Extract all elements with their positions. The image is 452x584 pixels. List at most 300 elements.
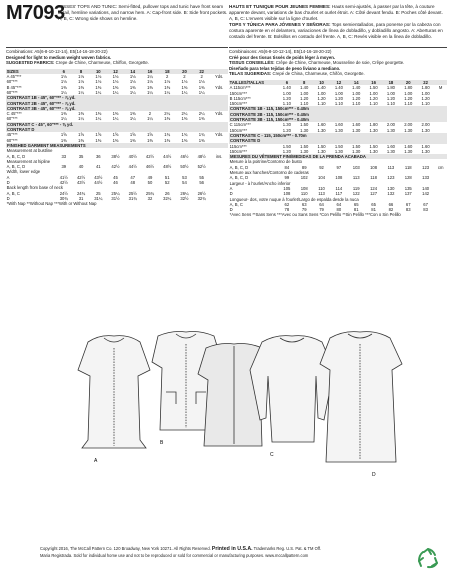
view-c-label: C (270, 452, 274, 458)
fabrics-list-es: Crepé de China, Charmeuse, Chifón, Georgette. (272, 71, 365, 77)
table-cell: 83 (423, 207, 428, 213)
table-cell: 1.20 (369, 95, 378, 101)
table-cell: 24¾ (76, 190, 86, 196)
table-cell: 1⅝ (112, 132, 119, 138)
table-cell: 30¾ (59, 195, 68, 201)
bust-title-text: Mesure à la poitrine/Contorno de busto (229, 159, 302, 165)
table-cell: 2.00 (421, 122, 430, 128)
table-cell: 1⅛ (60, 79, 67, 85)
table-cell: 1.60 (421, 143, 430, 149)
table-cell: 140 (422, 185, 430, 191)
table-cell: 51 (164, 174, 170, 180)
fabrics-list: Crepe de Chine, Charmeuse, Chiffon, Georgette. (55, 60, 149, 66)
table-cell: 83 (405, 207, 411, 213)
garment-sketches (0, 330, 452, 530)
table-cell: 1.30 (421, 127, 430, 133)
table-cell: 2¼ (198, 111, 205, 117)
table-cell: 142 (422, 191, 430, 197)
contrast-3b-text: CONTRASTE 3B - 115, 150cm*** - 0.40m (229, 117, 447, 122)
table-cell: 1¼ (164, 89, 171, 95)
table-cell: 42½ (59, 180, 68, 186)
view-d-label: D (372, 472, 376, 478)
table-cell: 1¼ (198, 89, 205, 95)
row-label: D (6, 180, 10, 186)
table-cell: 42½ (76, 174, 86, 180)
table-cell: 1.40 (300, 85, 309, 91)
table-cell: 2 (200, 74, 203, 80)
table-cell: 79 (301, 207, 307, 213)
size-cell: 20 (400, 80, 417, 85)
table-cell: 50 (147, 180, 153, 186)
width-title-text: Largeur - à l'ourlet/Ancho inferior (229, 180, 291, 186)
table-cell: 31¼ (94, 195, 103, 201)
table-cell: 2 (148, 111, 152, 117)
intro-french-spanish (229, 4, 445, 41)
table-cell: 1.30 (334, 127, 343, 133)
table-cell: 110 (318, 185, 325, 191)
table-cell: 1.30 (317, 127, 326, 133)
row-label: 150cm*** (229, 127, 248, 133)
contrast-2b-text: CONTRASTE 2B - 115, 150cm*** - 0.40m (229, 112, 447, 117)
table-cell: 113 (352, 175, 360, 181)
table-cell: 32¾ (197, 195, 206, 201)
table-cell: 1⅜ (60, 137, 67, 143)
size-cell: 22 (193, 69, 210, 74)
intro-french-text: Hauts semi-ajustés, à passer par la tête, à couture apparente devant, variations de bas d'ourlet et ourlet étroit. A: Côté devant fendu. B: Poches côté devant. A, B, C: L'envers visible sur la ligne d'ourlet. (229, 4, 443, 22)
table-cell: 67 (423, 201, 428, 207)
nap-note-text: *With Nap **Without Nap ***With or Without Nap (6, 201, 97, 207)
row-label: B 115cm*** (229, 95, 251, 101)
sizes-label: SIZES (6, 69, 55, 74)
table-cell: 1⅜ (181, 84, 188, 90)
table-cell: 1⅛ (60, 74, 67, 80)
table-cell: 82 (388, 207, 394, 213)
table-cell: 1⅝ (147, 132, 153, 138)
view-a-sketch (78, 336, 150, 448)
finished-title-text: FINISHED GARMENT MEASUREMENTS (6, 143, 228, 148)
table-cell: 1.40 (282, 85, 291, 91)
table-cell: 97 (336, 164, 342, 170)
table-cell: 44½ (128, 164, 137, 170)
size-cell: 14 (124, 69, 141, 74)
table-cell: 1⅜ (112, 111, 119, 117)
table-cell: 62 (284, 201, 290, 207)
row-label: 60"*** (6, 89, 18, 95)
table-cell: 1⅜ (78, 111, 84, 117)
table-cell: 26½ (197, 190, 206, 196)
table-cell: 1.30 (317, 148, 326, 154)
table-cell: 135 (404, 185, 412, 191)
table-cell: 2 (183, 74, 186, 80)
table-cell: 1⅝ (60, 132, 67, 138)
table-cell: 1⅛ (181, 79, 188, 85)
table-cell: 1.40 (334, 85, 343, 91)
combinations: Combinations: A5(6-8-10-12-14), E5(14-16-18-20-22) (6, 49, 108, 54)
table-cell: 31 (78, 195, 84, 201)
table-cell: 1⅛ (164, 79, 171, 85)
table-cell: 1.60 (386, 143, 395, 149)
table-cell: 1⅛ (78, 74, 84, 80)
table-cell: 1.10 (404, 101, 413, 107)
unit-cell: ins. (215, 153, 223, 159)
table-cell: 1.20 (282, 127, 291, 133)
table-cell: 1.20 (421, 95, 430, 101)
table-cell: 1¼ (129, 89, 136, 95)
row-label: A, B, C (6, 190, 20, 196)
table-cell: 63 (301, 201, 307, 207)
table-cell: 1.10 (334, 101, 343, 107)
table-cell: 40 (78, 164, 84, 170)
table-cell: 1.30 (352, 148, 361, 154)
table-cell: 1.30 (300, 127, 309, 133)
back-title-text: Longueur- dos, votre nuque à l'ourlet/Largo de espalda desde la nuca (229, 196, 359, 202)
row-label: 60"*** (6, 79, 18, 85)
table-cell: 56 (199, 180, 205, 186)
contrast-1b-text: CONTRAST 1B - 45", 60"*** - ⅞ yd. (6, 95, 228, 100)
table-cell: 108 (300, 185, 308, 191)
table-cell: 31¾ (128, 195, 137, 201)
table-cell: 1⅜ (112, 84, 119, 90)
table-cell: 43½ (76, 180, 86, 186)
table-cell: 47 (130, 174, 136, 180)
width-title-text: Width, lower edge (6, 169, 41, 175)
table-cell: 1.50 (352, 143, 361, 149)
fabrics-title: SUGGESTED FABRICS: (6, 60, 55, 66)
row-label: 150cm*** (229, 148, 248, 154)
table-cell: 64 (336, 201, 342, 207)
copyright: Copyright 2016, The McCall Pattern Co. 120 Broadway, New York 10271. All Rights Reserved. (40, 546, 211, 551)
table-cell: 1.10 (369, 101, 378, 107)
yardage-table-metric (229, 80, 447, 218)
sizes-label: TAILLES/TALLAS (229, 80, 278, 85)
table-cell: 108 (335, 175, 343, 181)
table-cell: 1⅜ (95, 137, 102, 143)
table-cell: 122 (352, 191, 360, 197)
row-label: D (6, 195, 10, 201)
table-cell: 84 (284, 164, 290, 170)
table-cell: 1¾ (198, 132, 205, 138)
table-cell: 1.00 (334, 90, 343, 96)
table-cell: 1.30 (300, 148, 309, 154)
designed-for-es: Diseñado para telas tejidas de peso liviano a mediano. (229, 65, 341, 71)
table-cell: 1¼ (95, 89, 102, 95)
table-cell: 1.30 (369, 148, 378, 154)
table-cell: 46½ (145, 164, 155, 170)
fabrics-list-fr: Crêpe de Chine, Charmeuse, Mousseline de soie, Crêpe georgette. (275, 60, 405, 66)
left-column (6, 46, 228, 207)
table-cell: 1¼ (78, 116, 84, 122)
table-cell: 1⅜ (60, 84, 67, 90)
size-cell: 14 (348, 80, 365, 85)
printed-in: Printed in U.S.A. (211, 546, 253, 552)
table-cell: 1¼ (147, 74, 153, 80)
table-cell: 1⅜ (164, 116, 171, 122)
table-cell: 26 (164, 190, 170, 196)
table-cell: 1.60 (352, 122, 361, 128)
row-label: A (229, 185, 233, 191)
table-cell: 81 (371, 207, 376, 213)
table-cell: 1¾ (181, 132, 188, 138)
table-cell: 81 (353, 207, 359, 213)
designed-for-fr: Créé pour des tissus tissés de poids léger à moyen. (229, 54, 336, 60)
table-cell: 24½ (59, 190, 68, 196)
table-cell: 133 (422, 175, 430, 181)
table-cell: 1⅝ (129, 132, 136, 138)
table-cell: 1.80 (386, 85, 395, 91)
table-cell: 104 (318, 175, 326, 181)
table-cell: 48½ (197, 153, 206, 159)
table-cell: 2¼ (164, 111, 171, 117)
table-cell: 1.10 (300, 101, 309, 107)
table-cell: 65 (371, 201, 376, 207)
table-cell: 1.10 (317, 101, 326, 107)
table-cell: 39 (61, 164, 67, 170)
table-cell: 1.30 (369, 127, 378, 133)
table-cell: 49 (147, 174, 153, 180)
table-cell: 40½ (128, 153, 137, 159)
table-cell: 2 (166, 74, 169, 80)
table-cell: 1⅛ (112, 79, 119, 85)
fabrics-title-es: TELAS SUGERIDAS: (229, 71, 272, 77)
table-cell: 1⅜ (198, 116, 205, 122)
table-cell: 1⅜ (129, 111, 136, 117)
table-cell: 45 (113, 174, 118, 180)
table-cell: 1⅛ (95, 79, 102, 85)
view-a-label: A (94, 458, 98, 464)
recycle-icon (416, 547, 440, 571)
table-cell: 1.00 (282, 90, 291, 96)
table-cell: 108 (370, 164, 378, 170)
table-cell: 78 (284, 207, 290, 213)
unit-cell: Yds. (214, 74, 224, 80)
table-cell: 1.00 (300, 90, 309, 96)
table-cell: 1⅜ (164, 84, 171, 90)
table-cell: 1⅜ (198, 137, 205, 143)
table-cell: 1¼ (60, 116, 67, 122)
table-cell: 55 (199, 174, 205, 180)
size-cell: 6 (278, 80, 295, 85)
trademark: Trademarks Reg. U.S. Pat. & TM Off. (253, 546, 322, 551)
row-label: C 45"*** (6, 111, 22, 117)
finished-title-text: MESURES DU VÊTEMENT FINI/MEDIDAS DE LA PRENDA ACABADA (229, 154, 447, 159)
table-cell: 32 (147, 195, 153, 201)
row-label: A (6, 174, 10, 180)
row-label: 150cm*** (229, 90, 248, 96)
table-cell: 1.20 (282, 95, 291, 101)
table-cell: 1.30 (421, 148, 430, 154)
table-cell: 32½ (180, 195, 189, 201)
intro-spanish-text: Tops semientallados, para ponerse por la cabeza con costura aparente en el delantero, variaciones de línea de dobladillo, y dobladillo angosto. A: Aberturas en costado del frente. B: Bolsillos en costado del frente. A, B, C: Revés visible en la línea de dobladillo. (229, 22, 443, 40)
contrast-3b-text: CONTRAST 3B - 45", 60"*** - ⅞ yd. (6, 106, 228, 111)
row-label: 60"*** (6, 116, 18, 122)
table-cell: 128 (404, 175, 412, 181)
table-cell: 89 (301, 164, 307, 170)
table-cell: 48½ (163, 164, 172, 170)
row-label: A 115cm*** (229, 85, 251, 91)
yardage-table (6, 69, 228, 207)
table-cell: 1.50 (300, 143, 309, 149)
table-cell: 1⅛ (147, 79, 153, 85)
table-cell: 25 (95, 190, 101, 196)
row-label: A, B, C, D (6, 164, 26, 170)
table-cell: 46½ (180, 153, 189, 159)
table-cell: 1.10 (386, 101, 395, 107)
pattern-code: M7093 (6, 2, 65, 24)
unit-cell: Yds. (214, 84, 224, 90)
table-cell: 42½ (111, 164, 120, 170)
intro-english (58, 4, 228, 22)
table-cell: 1.50 (334, 143, 343, 149)
table-cell: 31½ (111, 195, 120, 201)
table-cell: 38½ (111, 153, 120, 159)
table-cell: 1⅛ (129, 79, 136, 85)
table-cell: 117 (335, 191, 343, 197)
table-cell: 1¼ (181, 89, 188, 95)
table-cell: 64 (319, 201, 324, 207)
divider (229, 47, 447, 48)
table-cell: 1⅛ (129, 74, 136, 80)
contrast-c-text: CONTRAST C - 45", 60"*** - ⅝ yd. (6, 122, 228, 127)
table-cell: 1⅜ (129, 84, 136, 90)
view-d-sketch (320, 332, 402, 462)
view-c-sketch (250, 336, 334, 442)
row-label: C 115cm*** (229, 122, 251, 128)
row-label: 115cm*** (229, 143, 247, 149)
table-cell: 1⅜ (95, 111, 102, 117)
table-cell: 113 (387, 164, 395, 170)
row-label: A, B, C, D (229, 175, 249, 181)
table-cell: 127 (370, 191, 378, 197)
table-cell: 26¼ (180, 190, 189, 196)
unit-cell: Yds. (214, 111, 224, 117)
table-cell: 1⅜ (181, 137, 188, 143)
table-cell: 25¾ (145, 190, 155, 196)
table-cell: 1.50 (369, 143, 378, 149)
table-cell: 80 (336, 207, 342, 213)
table-cell: 1⅜ (112, 137, 119, 143)
footer (40, 546, 400, 559)
table-cell: 48 (130, 180, 136, 186)
table-cell: 1⅜ (78, 137, 84, 143)
table-cell: 2.00 (404, 122, 413, 128)
table-cell: 1.30 (352, 127, 361, 133)
size-cell: 16 (365, 80, 382, 85)
table-cell: 137 (404, 191, 412, 197)
size-cell: 6 (55, 69, 72, 74)
table-cell: 50½ (180, 164, 189, 170)
size-cell: 12 (107, 69, 124, 74)
table-cell: 1.40 (317, 85, 326, 91)
bust-title-text: Measurement at bustline (6, 148, 53, 154)
table-cell: 1.20 (300, 95, 309, 101)
unit-cell: M (438, 85, 443, 91)
table-cell: 1⅛ (112, 74, 119, 80)
table-cell: 1¾ (164, 132, 171, 138)
table-cell: 33 (61, 153, 67, 159)
row-label: B 45"*** (6, 84, 22, 90)
nap-note-text: *Avec Sens **Sans Sens ***Avec ou Sans Sens *Con Pelillo **Sin Pelillo ***Con o Sin Pelillo (229, 212, 401, 218)
row-label: A, B, C, D (6, 153, 26, 159)
fabrics-title-fr: TISSUS CONSEILLÉS: (229, 60, 275, 66)
table-cell: 1.60 (404, 143, 413, 149)
table-cell: 1⅛ (198, 79, 205, 85)
size-cell: 8 (296, 80, 313, 85)
hip-title-text: Measurement at hipline (6, 158, 51, 164)
nap-note (229, 212, 447, 217)
size-cell: 22 (417, 80, 434, 85)
table-cell: 118 (404, 164, 412, 170)
table-cell: 132 (387, 191, 395, 197)
table-cell: 1¼ (147, 116, 153, 122)
table-cell: 44½ (94, 180, 103, 186)
table-cell: 1.80 (404, 85, 413, 91)
table-cell: 52 (164, 180, 170, 186)
size-cell: 10 (90, 69, 107, 74)
table-cell: 1¼ (112, 89, 119, 95)
table-cell: 99 (284, 175, 290, 181)
row-label: 45"*** (6, 132, 18, 138)
row-label: D (229, 207, 233, 213)
table-cell: 53 (182, 174, 187, 180)
table-cell: 52½ (197, 164, 206, 170)
table-cell: 1.00 (369, 90, 378, 96)
table-cell: 124 (370, 185, 378, 191)
table-cell: 1.60 (317, 122, 326, 128)
table-cell: 2.00 (386, 122, 395, 128)
table-cell: 2¼ (181, 111, 188, 117)
table-cell: 1⅝ (78, 132, 84, 138)
table-cell: 110 (300, 191, 308, 197)
table-cell: 1.10 (282, 101, 291, 107)
table-cell: 1.20 (334, 95, 343, 101)
table-cell: 79 (319, 207, 324, 213)
table-cell: 123 (387, 175, 395, 181)
table-cell: 1.80 (369, 122, 378, 128)
table-cell: 1.10 (421, 101, 430, 107)
row-label: D (229, 191, 233, 197)
table-cell: 65 (353, 201, 359, 207)
size-cell: 8 (72, 69, 89, 74)
table-cell: 1.00 (421, 90, 430, 96)
combinations: Combinaisons: A5(6-8-10-12-14), E5(14-16-18-20-22) (229, 49, 332, 54)
table-cell: 118 (370, 175, 377, 181)
designed-for: Designed for light to medium weight woven fabrics. (6, 54, 112, 60)
table-cell: 1¼ (95, 116, 102, 122)
contrast-d-text: CONTRASTE D (229, 138, 447, 143)
table-cell: 1.00 (317, 90, 326, 96)
table-cell: 123 (422, 164, 430, 170)
table-cell: 1⅜ (95, 84, 102, 90)
table-cell: 1.30 (404, 148, 413, 154)
table-cell: 130 (387, 185, 395, 191)
table-cell: 42½ (145, 153, 155, 159)
back-title-text: Back length from base of neck (6, 185, 63, 191)
table-cell: 25½ (128, 190, 137, 196)
table-cell: 66 (388, 201, 394, 207)
table-cell: 1⅜ (147, 84, 153, 90)
table-cell: 1.80 (421, 85, 430, 91)
hip-title-text: Mesure aux hanches/Contorno de caderas (229, 170, 309, 176)
table-cell: 1¼ (129, 116, 136, 122)
table-cell: 1⅜ (78, 84, 84, 90)
table-cell: 113 (318, 191, 325, 197)
table-cell: 1.50 (300, 122, 309, 128)
size-cell: 12 (330, 80, 347, 85)
table-cell: 102 (300, 175, 308, 181)
row-label: A, B, C (229, 201, 243, 207)
table-cell: 1.00 (386, 90, 395, 96)
unit-cell: cm (437, 164, 444, 170)
